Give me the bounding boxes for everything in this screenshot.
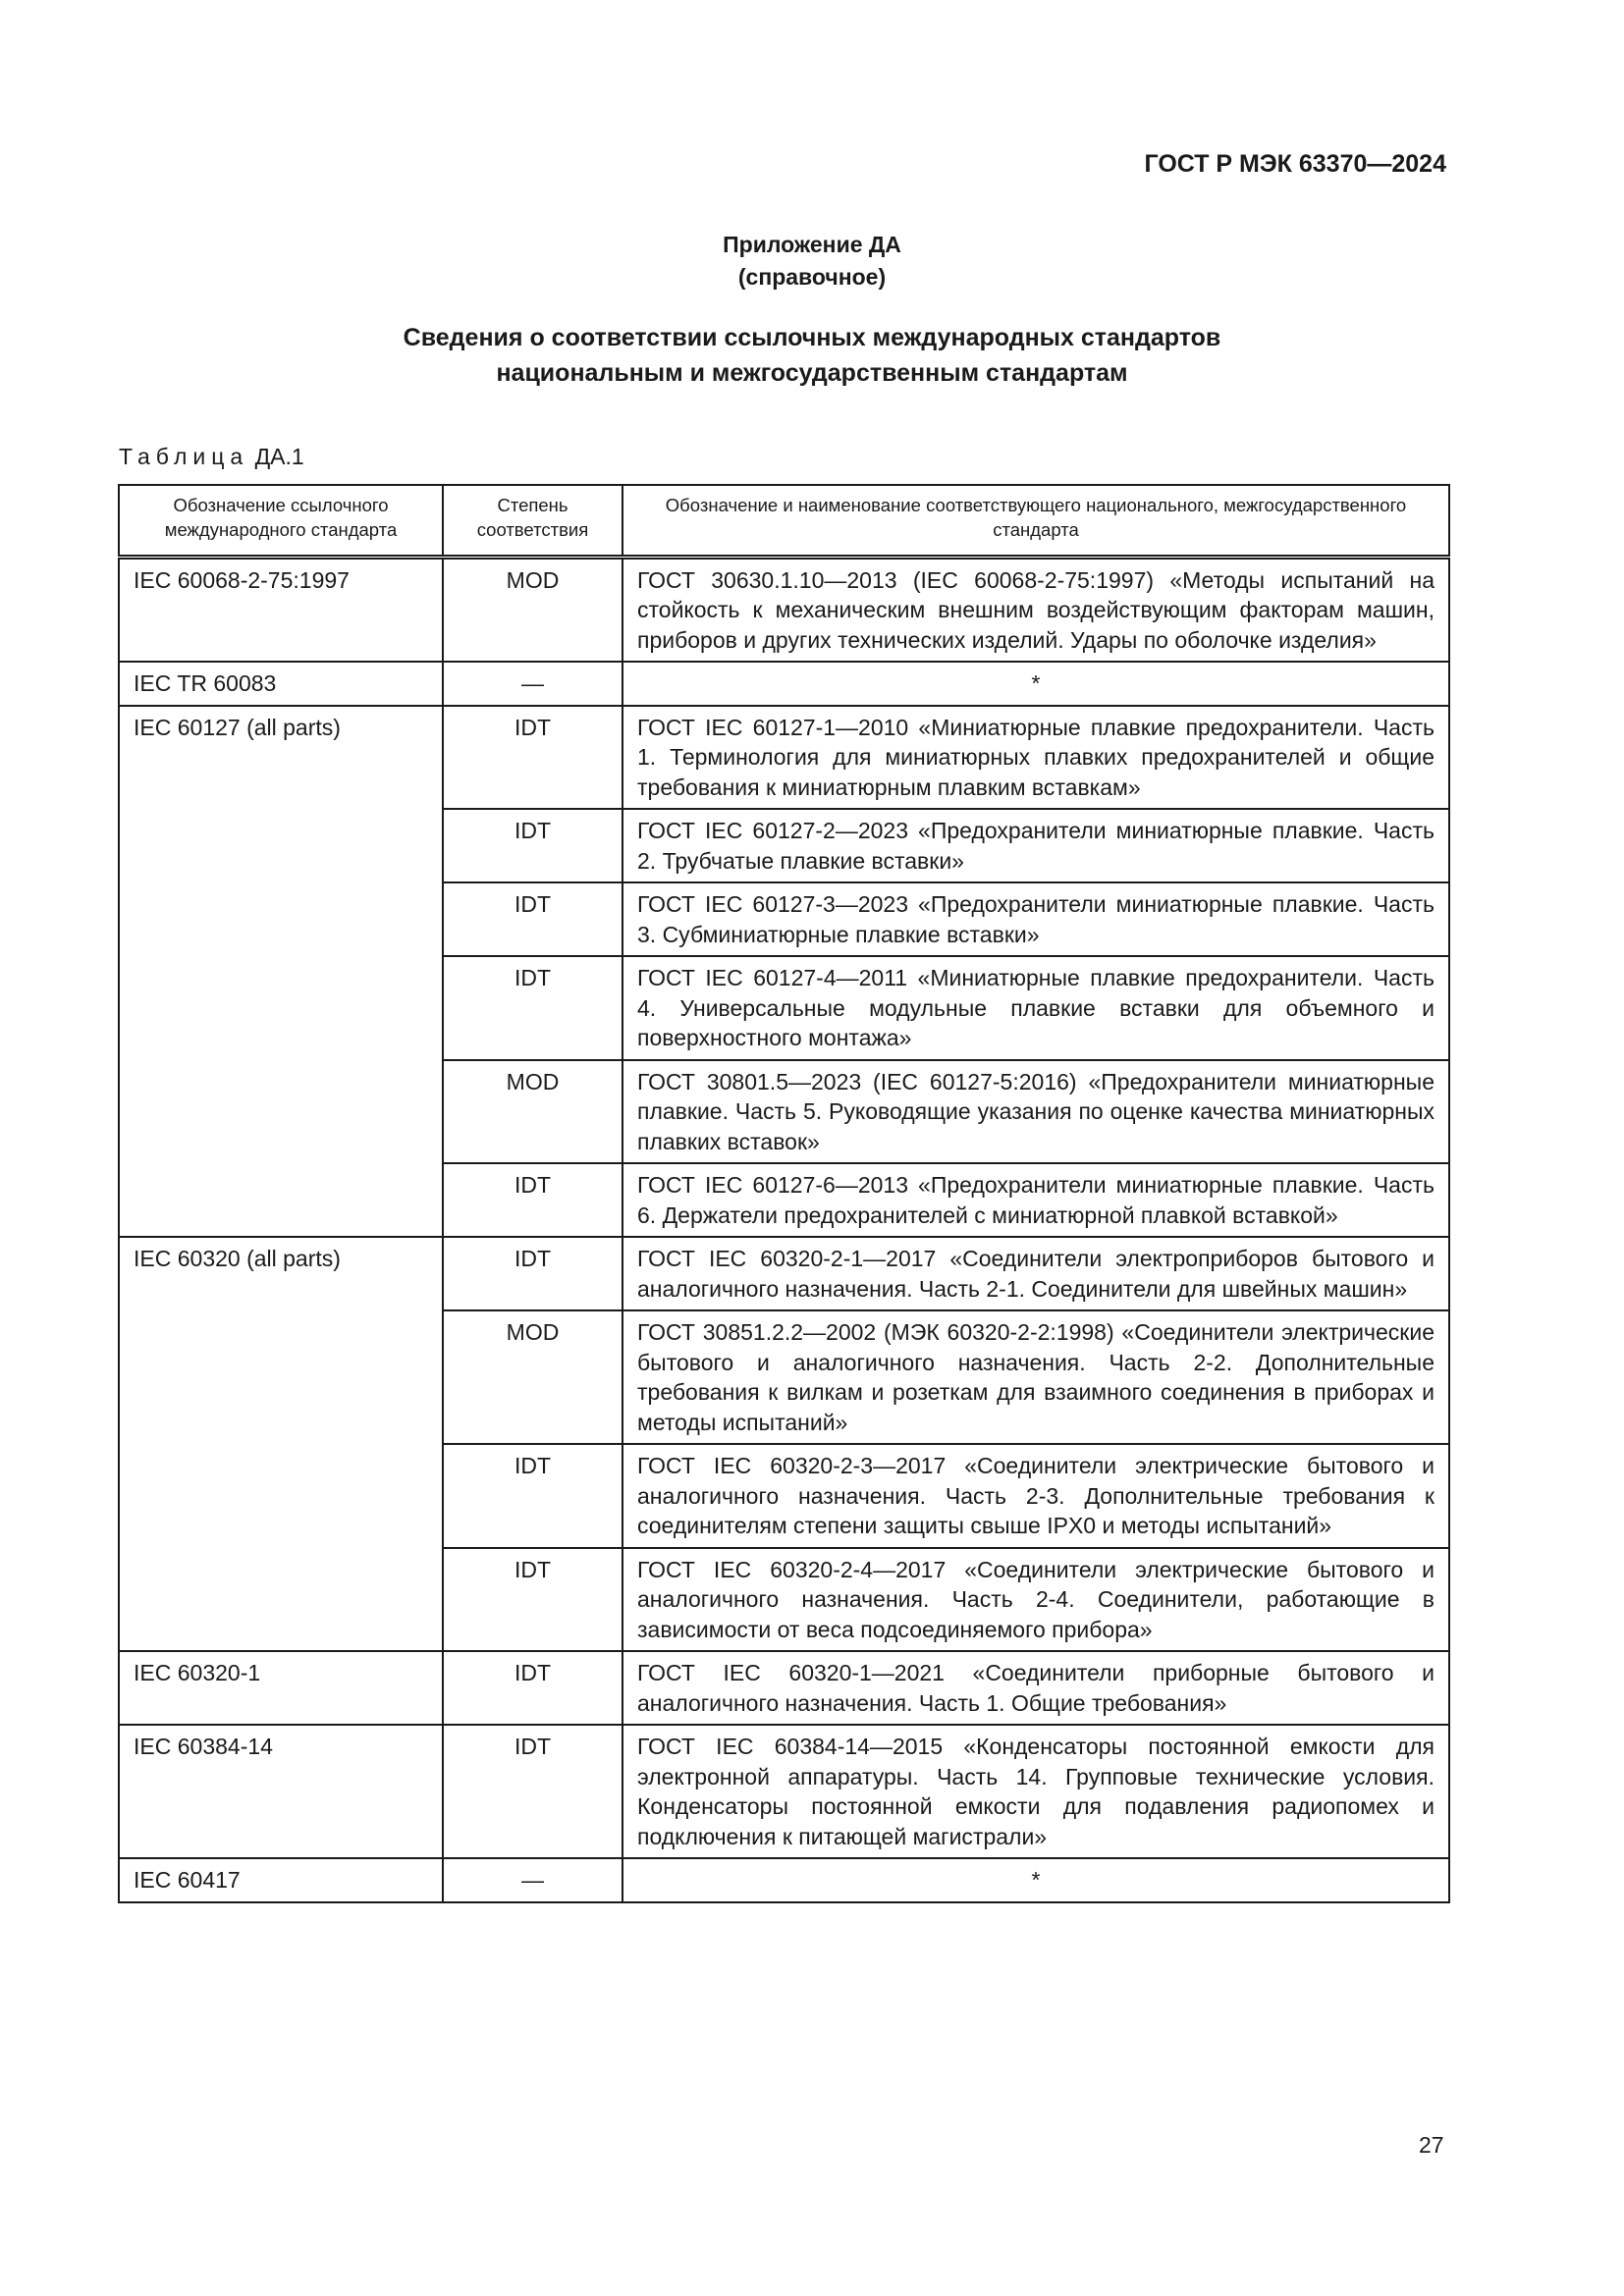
- table-row: [119, 706, 1449, 810]
- table-row: [119, 1725, 1449, 1858]
- table-row: [119, 557, 1449, 662]
- national-standard-cell: ГОСТ IEC 60127-6—2013 «Предохранители миниатюрные плавкие. Часть 6. Держатели предохранителей с миниатюрной плавкой вставкой»: [623, 1163, 1449, 1237]
- document-code: ГОСТ Р МЭК 63370—2024: [1144, 150, 1446, 178]
- header-national-standard: Обозначение и наименование соответствующего национального, межгосударственного стандарта: [623, 485, 1449, 557]
- degree-cell: IDT: [443, 809, 623, 882]
- table-header-row: [119, 485, 1449, 557]
- table-row: [119, 1858, 1449, 1902]
- page-number: 27: [1419, 2132, 1444, 2158]
- correspondence-table: [118, 484, 1450, 1903]
- table-row: [119, 1651, 1449, 1725]
- annex-heading: [0, 229, 1624, 294]
- national-standard-cell: ГОСТ IEC 60127-1—2010 «Миниатюрные плавкие предохранители. Часть 1. Терминология для миниатюрных плавких предохранителей и общие требования к миниатюрным плавким вставкам»: [623, 706, 1449, 810]
- table-row: [119, 662, 1449, 706]
- national-standard-cell: ГОСТ IEC 60320-2-4—2017 «Соединители электрические бытового и аналогичного назначения. Часть 2-4. Соединители, работающие в зависимости от веса подсоединяемого прибора»: [623, 1548, 1449, 1652]
- degree-cell: IDT: [443, 1444, 623, 1548]
- degree-cell: MOD: [443, 557, 623, 662]
- section-title-line-1: Сведения о соответствии ссылочных международных стандартов: [403, 324, 1221, 351]
- national-standard-cell: *: [623, 1858, 1449, 1902]
- international-standard-cell: IEC 60417: [119, 1858, 443, 1902]
- international-standard-cell: IEC TR 60083: [119, 662, 443, 706]
- national-standard-cell: ГОСТ IEC 60384-14—2015 «Конденсаторы постоянной емкости для электронной аппаратуры. Часть 14. Групповые технические условия. Конденсаторы постоянной емкости для подавления радиопомех и подключения к питающей магистрали»: [623, 1725, 1449, 1858]
- national-standard-cell: ГОСТ 30851.2.2—2002 (МЭК 60320-2-2:1998) «Соединители электрические бытового и аналогичного назначения. Часть 2-2. Дополнительные требования к вилкам и розеткам для взаимного соединения в приборах и методы испытаний»: [623, 1310, 1449, 1444]
- degree-cell: IDT: [443, 1548, 623, 1652]
- national-standard-cell: ГОСТ 30801.5—2023 (IEC 60127-5:2016) «Предохранители миниатюрные плавкие. Часть 5. Руководящие указания по оценке качества миниатюрных плавких вставок»: [623, 1060, 1449, 1164]
- degree-cell: IDT: [443, 882, 623, 956]
- header-degree: Степень соответствия: [443, 485, 623, 557]
- national-standard-cell: ГОСТ IEC 60127-4—2011 «Миниатюрные плавкие предохранители. Часть 4. Универсальные модульные плавкие вставки для объемного и поверхностного монтажа»: [623, 956, 1449, 1060]
- annex-subtitle: (справочное): [737, 264, 887, 290]
- national-standard-cell: ГОСТ IEC 60127-2—2023 «Предохранители миниатюрные плавкие. Часть 2. Трубчатые плавкие вставки»: [623, 809, 1449, 882]
- degree-cell: IDT: [443, 1163, 623, 1237]
- header-international-standard: Обозначение ссылочного международного стандарта: [119, 485, 443, 557]
- degree-cell: —: [443, 1858, 623, 1902]
- national-standard-cell: ГОСТ IEC 60320-1—2021 «Соединители приборные бытового и аналогичного назначения. Часть 1. Общие требования»: [623, 1651, 1449, 1725]
- degree-cell: IDT: [443, 1237, 623, 1310]
- national-standard-cell: ГОСТ IEC 60320-2-3—2017 «Соединители электрические бытового и аналогичного назначения. Часть 2-3. Дополнительные требования к соединителям степени защиты свыше IPX0 и методы испытаний»: [623, 1444, 1449, 1548]
- degree-cell: IDT: [443, 706, 623, 810]
- section-title: [0, 320, 1624, 391]
- table-row: [119, 1237, 1449, 1310]
- degree-cell: IDT: [443, 956, 623, 1060]
- table-caption: [119, 444, 304, 470]
- national-standard-cell: ГОСТ IEC 60320-2-1—2017 «Соединители электроприборов бытового и аналогичного назначения. Часть 2-1. Соединители для швейных машин»: [623, 1237, 1449, 1310]
- annex-title: Приложение ДА: [723, 232, 901, 257]
- national-standard-cell: ГОСТ IEC 60127-3—2023 «Предохранители миниатюрные плавкие. Часть 3. Субминиатюрные плавкие вставки»: [623, 882, 1449, 956]
- table-caption-word: Таблица: [119, 444, 249, 469]
- degree-cell: IDT: [443, 1725, 623, 1858]
- national-standard-cell: ГОСТ 30630.1.10—2013 (IEC 60068-2-75:1997) «Методы испытаний на стойкость к механическим внешним воздействующим факторам машин, приборов и других технических изделий. Удары по оболочке изделия»: [623, 557, 1449, 662]
- international-standard-cell: IEC 60068-2-75:1997: [119, 557, 443, 662]
- international-standard-cell: IEC 60320 (all parts): [119, 1237, 443, 1651]
- international-standard-cell: IEC 60320-1: [119, 1651, 443, 1725]
- degree-cell: IDT: [443, 1651, 623, 1725]
- degree-cell: —: [443, 662, 623, 706]
- degree-cell: MOD: [443, 1060, 623, 1164]
- international-standard-cell: IEC 60384-14: [119, 1725, 443, 1858]
- national-standard-cell: *: [623, 662, 1449, 706]
- international-standard-cell: IEC 60127 (all parts): [119, 706, 443, 1238]
- table-caption-number: ДА.1: [254, 444, 304, 469]
- section-title-line-2: национальным и межгосударственным стандартам: [496, 359, 1128, 387]
- degree-cell: MOD: [443, 1310, 623, 1444]
